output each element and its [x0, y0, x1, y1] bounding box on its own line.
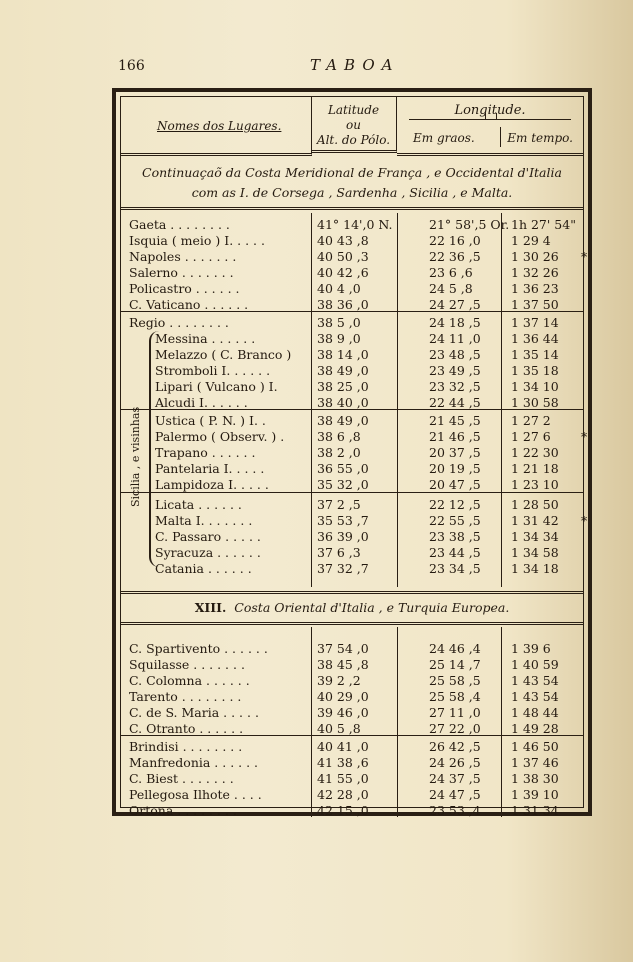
longitude-degrees: 24 37 ,5	[429, 771, 481, 786]
longitude-degrees: 25 58 ,5	[429, 673, 481, 688]
latitude-value: 39 2 ,2	[317, 673, 361, 688]
place-name: Catania . . . . . .	[155, 561, 252, 576]
latitude-value: 40 29 ,0	[317, 689, 369, 704]
group-divider	[121, 311, 583, 312]
longitude-degrees: 24 47 ,5	[429, 787, 481, 802]
longitude-time: 1 36 23	[511, 281, 559, 296]
table-row	[121, 705, 583, 720]
longitude-time: 1 48 44	[511, 705, 559, 720]
place-name: C. Spartivento . . . . . .	[129, 641, 268, 656]
table-row	[121, 379, 583, 394]
table-row	[121, 787, 583, 802]
table-row	[121, 497, 583, 512]
longitude-time: 1 39 10	[511, 787, 559, 802]
latitude-value: 37 2 ,5	[317, 497, 361, 512]
table-row	[121, 561, 583, 576]
table-row	[121, 363, 583, 378]
place-name: Isquia ( meio ) I. . . . .	[129, 233, 265, 248]
latitude-value: 38 40 ,0	[317, 395, 369, 410]
latitude-value: 41° 14',0 N.	[317, 217, 393, 232]
longitude-degrees: 27 22 ,0	[429, 721, 481, 736]
section2-number: XIII.	[194, 600, 227, 615]
latitude-value: 38 45 ,8	[317, 657, 369, 672]
longitude-time: 1 30 58	[511, 395, 559, 410]
longitude-degrees: 23 34 ,5	[429, 561, 481, 576]
longitude-degrees: 20 19 ,5	[429, 461, 481, 476]
table-row	[121, 413, 583, 428]
latitude-value: 40 4 ,0	[317, 281, 361, 296]
place-name: Manfredonia . . . . . .	[129, 755, 259, 770]
longitude-degrees: 24 46 ,4	[429, 641, 481, 656]
latitude-value: 40 41 ,0	[317, 739, 369, 754]
longitude-time: 1 46 50	[511, 739, 559, 754]
longitude-time: 1 27 6	[511, 429, 551, 444]
longitude-degrees: 24 11 ,0	[429, 331, 481, 346]
place-name: Squilasse . . . . . . .	[129, 657, 245, 672]
header-names-label: Nomes dos Lugares.	[157, 119, 282, 133]
place-name: Lampidoza I. . . . .	[155, 477, 269, 492]
place-name: Napoles . . . . . . .	[129, 249, 237, 264]
header-lat-line3: Alt. do Pólo.	[316, 133, 391, 147]
place-name: C. Colomna . . . . . .	[129, 673, 250, 688]
longitude-time: 1 43 54	[511, 689, 559, 704]
longitude-time: 1 28 50	[511, 497, 559, 512]
section1-line1: Continuaçaõ da Costa Meridional de França , e Occidental d'Italia	[142, 165, 562, 180]
longitude-time: 1 22 30	[511, 445, 559, 460]
place-name: C. Biest . . . . . . .	[129, 771, 234, 786]
longitude-degrees: 24 27 ,5	[429, 297, 481, 312]
longitude-time: 1 37 14	[511, 315, 559, 330]
place-name: C. Otranto . . . . . .	[129, 721, 244, 736]
longitude-degrees: 24 26 ,5	[429, 755, 481, 770]
place-name: Alcudi I. . . . . .	[155, 395, 248, 410]
star-mark: *	[581, 249, 588, 264]
place-name: Brindisi . . . . . . . .	[129, 739, 243, 754]
latitude-value: 38 5 ,0	[317, 315, 361, 330]
place-name: Ortona . . . . . . . .	[129, 803, 237, 818]
longitude-time: 1 21 18	[511, 461, 559, 476]
latitude-value: 40 50 ,3	[317, 249, 369, 264]
coordinates-table	[112, 88, 592, 816]
longitude-time: 1 34 10	[511, 379, 559, 394]
longitude-degrees: 22 36 ,5	[429, 249, 481, 264]
table-row	[121, 477, 583, 492]
longitude-degrees: 22 55 ,5	[429, 513, 481, 528]
table-row	[121, 803, 583, 818]
table-row	[121, 297, 583, 312]
place-name: Licata . . . . . .	[155, 497, 242, 512]
longitude-degrees: 25 14 ,7	[429, 657, 481, 672]
longitude-degrees: 27 11 ,0	[429, 705, 481, 720]
longitude-time: 1 27 2	[511, 413, 551, 428]
place-name: Tarento . . . . . . . .	[129, 689, 242, 704]
place-name: Trapano . . . . . .	[155, 445, 256, 460]
place-name: Melazzo ( C. Branco )	[155, 347, 292, 362]
longitude-time: 1 37 46	[511, 755, 559, 770]
table-inner	[120, 96, 588, 818]
latitude-value: 38 25 ,0	[317, 379, 369, 394]
longitude-time: 1 36 44	[511, 331, 559, 346]
longitude-degrees: 21 45 ,5	[429, 413, 481, 428]
group-divider	[121, 492, 583, 493]
longitude-degrees: 23 48 ,5	[429, 347, 481, 362]
header-lat-line1: Latitude	[327, 103, 380, 117]
page-number: 166	[118, 58, 145, 74]
star-mark: *	[581, 513, 588, 528]
latitude-value: 35 32 ,0	[317, 477, 369, 492]
group-divider	[121, 409, 583, 410]
star-mark: *	[581, 429, 588, 444]
header-longitude	[397, 97, 583, 156]
header-graos: Em graos.	[413, 131, 475, 145]
table-row	[121, 445, 583, 460]
latitude-value: 42 28 ,0	[317, 787, 369, 802]
place-name: Messina . . . . . .	[155, 331, 256, 346]
place-name: Syracuza . . . . . .	[155, 545, 261, 560]
longitude-time: 1 35 14	[511, 347, 559, 362]
place-name: Lipari ( Vulcano ) I.	[155, 379, 278, 394]
table-row	[121, 739, 583, 754]
longitude-degrees: 25 58 ,4	[429, 689, 481, 704]
longitude-time: 1 31 42	[511, 513, 559, 528]
longitude-degrees: 22 44 ,5	[429, 395, 481, 410]
table-row	[121, 217, 583, 232]
place-name: C. de S. Maria . . . . .	[129, 705, 259, 720]
latitude-value: 40 5 ,8	[317, 721, 361, 736]
longitude-time: 1 39 6	[511, 641, 551, 656]
table-row	[121, 429, 588, 444]
longitude-degrees: 24 18 ,5	[429, 315, 481, 330]
longitude-degrees: 24 5 ,8	[429, 281, 473, 296]
table-row	[121, 395, 583, 410]
place-name: Salerno . . . . . . .	[129, 265, 234, 280]
place-name: Regio . . . . . . . .	[129, 315, 229, 330]
latitude-value: 41 38 ,6	[317, 755, 369, 770]
table-row	[121, 513, 588, 528]
table-row	[121, 721, 583, 736]
latitude-value: 36 55 ,0	[317, 461, 369, 476]
latitude-value: 37 32 ,7	[317, 561, 369, 576]
header-names	[121, 97, 312, 156]
longitude-time: 1 43 54	[511, 673, 559, 688]
place-name: Stromboli I. . . . . .	[155, 363, 271, 378]
table-row	[121, 689, 583, 704]
longitude-degrees: 23 53 ,4	[429, 803, 481, 818]
latitude-value: 42 15 ,0	[317, 803, 369, 818]
longitude-time: 1 34 34	[511, 529, 559, 544]
latitude-value: 39 46 ,0	[317, 705, 369, 720]
latitude-value: 40 42 ,6	[317, 265, 369, 280]
longitude-degrees: 21 46 ,5	[429, 429, 481, 444]
longitude-degrees: 20 47 ,5	[429, 477, 481, 492]
header-lon-title: Longitude.	[454, 103, 526, 118]
longitude-time: 1 38 30	[511, 771, 559, 786]
table-row	[121, 755, 583, 770]
longitude-degrees: 23 38 ,5	[429, 529, 481, 544]
longitude-degrees: 23 44 ,5	[429, 545, 481, 560]
brace-icon	[409, 119, 571, 130]
longitude-degrees: 23 49 ,5	[429, 363, 481, 378]
place-name: Pantelaria I. . . . .	[155, 461, 265, 476]
longitude-time: 1 35 18	[511, 363, 559, 378]
longitude-time: 1 34 18	[511, 561, 559, 576]
table-row	[121, 545, 583, 560]
header-lat-line2: ou	[346, 118, 361, 132]
table-row	[121, 315, 583, 330]
longitude-degrees: 26 42 ,5	[429, 739, 481, 754]
header-tempo: Em tempo.	[507, 131, 573, 145]
place-name: Palermo ( Observ. ) .	[155, 429, 285, 444]
longitude-time: 1 34 58	[511, 545, 559, 560]
place-name: C. Vaticano . . . . . .	[129, 297, 249, 312]
section-title-xiii	[121, 591, 583, 625]
place-name: Malta I. . . . . . .	[155, 513, 253, 528]
latitude-value: 37 6 ,3	[317, 545, 361, 560]
latitude-value: 38 49 ,0	[317, 363, 369, 378]
table-row	[121, 281, 583, 296]
longitude-time: 1 30 26	[511, 249, 559, 264]
sicilia-label: Sicilia , e visinhas	[129, 406, 142, 507]
latitude-value: 38 14 ,0	[317, 347, 369, 362]
latitude-value: 38 2 ,0	[317, 445, 361, 460]
table-row	[121, 233, 583, 248]
table-row	[121, 265, 583, 280]
longitude-degrees: 23 32 ,5	[429, 379, 481, 394]
table-row	[121, 331, 583, 346]
section-title-continuacao	[121, 159, 583, 210]
running-title: TABOA	[310, 56, 400, 74]
section1-line2: com as I. de Corsega , Sardenha , Sicilia , e Malta.	[191, 185, 513, 200]
header-divider	[500, 127, 501, 147]
place-name: C. Passaro . . . . .	[155, 529, 261, 544]
table-row	[121, 771, 583, 786]
section2-title: Costa Oriental d'Italia , e Turquia Europea.	[234, 600, 510, 615]
latitude-value: 37 54 ,0	[317, 641, 369, 656]
longitude-time: 1 32 26	[511, 265, 559, 280]
table-row	[121, 657, 583, 672]
table-row	[121, 673, 583, 688]
longitude-degrees: 23 6 ,6	[429, 265, 473, 280]
header-latitude	[311, 97, 397, 153]
longitude-time: 1 40 59	[511, 657, 559, 672]
longitude-time: 1 29 4	[511, 233, 551, 248]
table-row	[121, 641, 583, 656]
table-row	[121, 529, 583, 544]
longitude-time: 1 31 34	[511, 803, 559, 818]
table-row	[121, 347, 583, 362]
group-divider	[121, 735, 583, 736]
longitude-degrees: 20 37 ,5	[429, 445, 481, 460]
latitude-value: 38 9 ,0	[317, 331, 361, 346]
place-name: Pellegosa Ilhote . . . .	[129, 787, 262, 802]
place-name: Policastro . . . . . .	[129, 281, 240, 296]
table-row	[121, 461, 583, 476]
sicilia-brace-icon	[149, 331, 159, 567]
place-name: Gaeta . . . . . . . .	[129, 217, 230, 232]
longitude-time: 1 37 50	[511, 297, 559, 312]
longitude-degrees: 22 16 ,0	[429, 233, 481, 248]
longitude-time: 1 23 10	[511, 477, 559, 492]
longitude-time: 1 49 28	[511, 721, 559, 736]
longitude-time: 1h 27' 54"	[511, 217, 576, 232]
latitude-value: 38 49 ,0	[317, 413, 369, 428]
latitude-value: 40 43 ,8	[317, 233, 369, 248]
longitude-degrees: 21° 58',5 Or.	[429, 217, 510, 232]
latitude-value: 35 53 ,7	[317, 513, 369, 528]
latitude-value: 38 36 ,0	[317, 297, 369, 312]
table-row	[121, 249, 588, 264]
latitude-value: 36 39 ,0	[317, 529, 369, 544]
latitude-value: 38 6 ,8	[317, 429, 361, 444]
longitude-degrees: 22 12 ,5	[429, 497, 481, 512]
place-name: Ustica ( P. N. ) I. .	[155, 413, 266, 428]
latitude-value: 41 55 ,0	[317, 771, 369, 786]
